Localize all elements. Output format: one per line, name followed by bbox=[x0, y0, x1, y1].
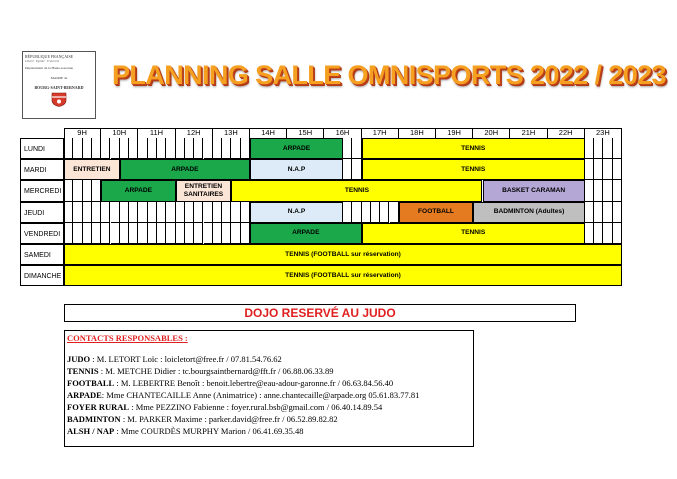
hour-label: 16H bbox=[324, 128, 361, 138]
contact-details: : M. LEBERTRE Benoît : benoit.lebertre@eau-adour-garonne.fr / 06.63.84.56.40 bbox=[114, 378, 394, 388]
time-slot-cell bbox=[138, 202, 147, 223]
contact-label: FOOTBALL bbox=[67, 378, 115, 388]
contact-label: TENNIS bbox=[67, 366, 99, 376]
time-slot-cell bbox=[157, 138, 166, 159]
day-label: JEUDI bbox=[20, 202, 64, 223]
contact-label: BADMINTON bbox=[67, 414, 121, 424]
hour-label: 9H bbox=[64, 128, 101, 138]
time-slot-cell bbox=[185, 223, 194, 244]
time-slot-cell bbox=[83, 180, 92, 201]
hour-label: 23H bbox=[585, 128, 622, 138]
time-slot-cell bbox=[138, 138, 147, 159]
time-slot-cell bbox=[176, 202, 185, 223]
time-slot-cell bbox=[185, 138, 194, 159]
time-slot-cell bbox=[380, 202, 389, 223]
hour-label: 17H bbox=[362, 128, 399, 138]
activity-block: TENNIS bbox=[362, 138, 585, 159]
time-slot-cell bbox=[343, 202, 352, 223]
page-title: PLANNING SALLE OMNISPORTS 2022 / 2023 bbox=[112, 60, 666, 90]
logo-mairie-text: MAIRIE de bbox=[50, 76, 68, 80]
contact-details: : Mme PEZZINO Fabienne : foyer.rural.bsb@gmail.com / 06.40.14.89.54 bbox=[129, 402, 383, 412]
time-slot-cell bbox=[343, 138, 352, 159]
activity-block: ARPADE bbox=[101, 180, 175, 201]
hour-label: 19H bbox=[436, 128, 473, 138]
time-slot-cell bbox=[148, 223, 157, 244]
time-slot-cell bbox=[603, 138, 612, 159]
time-slot-cell bbox=[64, 138, 73, 159]
contacts-heading: CONTACTS RESPONSABLES : bbox=[67, 333, 188, 343]
time-slot-cell bbox=[594, 223, 603, 244]
time-slot-cell bbox=[194, 223, 203, 244]
contact-details: : M. LETORT Loïc : loicletort@free.fr / 07.81.54.76.62 bbox=[90, 354, 282, 364]
time-slot-cell bbox=[603, 202, 612, 223]
logo-motto-text: Liberté · Égalité · Fraternité bbox=[25, 59, 60, 63]
time-slot-cell bbox=[585, 202, 594, 223]
time-slot-cell bbox=[241, 223, 250, 244]
time-slot-cell bbox=[204, 223, 213, 244]
day-label: VENDREDI bbox=[20, 223, 64, 244]
time-slot-cell bbox=[92, 180, 101, 201]
time-slot-cell bbox=[594, 180, 603, 201]
contact-details: : M. PARKER Maxime : parker.david@free.fr / 06.52.89.82.82 bbox=[120, 414, 338, 424]
time-slot-cell bbox=[204, 202, 213, 223]
time-slot-cell bbox=[73, 202, 82, 223]
contact-details: : Mme COURDÈS MURPHY Marion / 06.41.69.35.48 bbox=[114, 426, 304, 436]
contacts-box bbox=[64, 330, 474, 447]
time-slot-cell bbox=[241, 202, 250, 223]
time-slot-cell bbox=[129, 202, 138, 223]
hour-label: 11H bbox=[138, 128, 175, 138]
dojo-notice: DOJO RESERVÉ AU JUDO bbox=[64, 304, 576, 322]
time-slot-cell bbox=[231, 223, 240, 244]
time-slot-cell bbox=[120, 138, 129, 159]
time-slot-cell bbox=[101, 223, 110, 244]
time-slot-cell bbox=[101, 202, 110, 223]
time-slot-cell bbox=[176, 138, 185, 159]
time-slot-cell bbox=[603, 223, 612, 244]
contact-label: FOYER RURAL bbox=[67, 402, 130, 412]
time-slot-cell bbox=[352, 202, 361, 223]
time-slot-cell bbox=[613, 202, 622, 223]
time-slot-cell bbox=[176, 223, 185, 244]
time-slot-cell bbox=[352, 159, 361, 180]
hour-label: 10H bbox=[101, 128, 138, 138]
time-slot-cell bbox=[101, 138, 110, 159]
activity-block: ARPADE bbox=[250, 223, 362, 244]
time-slot-cell bbox=[222, 202, 231, 223]
time-slot-cell bbox=[92, 223, 101, 244]
time-slot-cell bbox=[352, 138, 361, 159]
activity-block: ENTRETIEN bbox=[64, 159, 120, 180]
time-slot-cell bbox=[73, 223, 82, 244]
activity-block: TENNIS bbox=[362, 223, 585, 244]
time-slot-cell bbox=[585, 223, 594, 244]
time-slot-cell bbox=[73, 138, 82, 159]
time-slot-cell bbox=[613, 180, 622, 201]
contact-label: JUDO bbox=[67, 354, 91, 364]
hour-label: 21H bbox=[510, 128, 547, 138]
time-slot-cell bbox=[129, 138, 138, 159]
contact-label: ARPADE bbox=[67, 390, 102, 400]
hour-label: 20H bbox=[473, 128, 510, 138]
time-slot-cell bbox=[231, 202, 240, 223]
time-slot-cell bbox=[83, 202, 92, 223]
hour-label: 18H bbox=[399, 128, 436, 138]
time-slot-cell bbox=[148, 202, 157, 223]
day-label: MERCREDI bbox=[20, 180, 64, 201]
contact-alsh-nap bbox=[67, 426, 304, 436]
time-slot-cell bbox=[222, 138, 231, 159]
time-slot-cell bbox=[120, 202, 129, 223]
activity-block: TENNIS bbox=[231, 180, 482, 201]
time-slot-cell bbox=[64, 223, 73, 244]
time-slot-cell bbox=[603, 159, 612, 180]
time-slot-cell bbox=[111, 202, 120, 223]
activity-block: N.A.P bbox=[250, 202, 343, 223]
time-slot-cell bbox=[83, 138, 92, 159]
time-slot-cell bbox=[594, 159, 603, 180]
hour-label: 22H bbox=[548, 128, 585, 138]
time-slot-cell bbox=[64, 202, 73, 223]
time-slot-cell bbox=[594, 202, 603, 223]
time-slot-cell bbox=[111, 223, 120, 244]
activity-block: ARPADE bbox=[250, 138, 343, 159]
activity-block: TENNIS (FOOTBALL sur réservation) bbox=[64, 265, 622, 286]
activity-block: BASKET CARAMAN bbox=[483, 180, 585, 201]
contact-badminton bbox=[67, 414, 338, 424]
time-slot-cell bbox=[343, 159, 352, 180]
time-slot-cell bbox=[92, 138, 101, 159]
time-slot-cell bbox=[390, 202, 399, 223]
time-slot-cell bbox=[213, 223, 222, 244]
contact-tennis bbox=[67, 366, 334, 376]
time-slot-cell bbox=[194, 202, 203, 223]
hour-label: 15H bbox=[287, 128, 324, 138]
time-slot-cell bbox=[594, 138, 603, 159]
time-slot-cell bbox=[83, 223, 92, 244]
day-label: DIMANCHE bbox=[20, 265, 64, 286]
time-slot-cell bbox=[148, 138, 157, 159]
logo-town-text: BOURG-SAINT-BERNARD bbox=[34, 85, 84, 90]
time-slot-cell bbox=[222, 223, 231, 244]
time-slot-cell bbox=[213, 202, 222, 223]
time-slot-cell bbox=[111, 138, 120, 159]
time-slot-cell bbox=[213, 138, 222, 159]
time-slot-cell bbox=[73, 180, 82, 201]
time-slot-cell bbox=[166, 223, 175, 244]
contact-details: : M. METCHE Didier : tc.bourgsaintbernard@fft.fr / 06.88.06.33.89 bbox=[98, 366, 334, 376]
activity-block: ENTRETIEN SANITAIRES bbox=[176, 180, 232, 201]
day-label: MARDI bbox=[20, 159, 64, 180]
time-slot-cell bbox=[613, 159, 622, 180]
activity-block: TENNIS (FOOTBALL sur réservation) bbox=[64, 244, 622, 265]
time-slot-cell bbox=[371, 202, 380, 223]
time-slot-cell bbox=[585, 138, 594, 159]
contact-football bbox=[67, 378, 393, 388]
contact-arpade bbox=[67, 390, 419, 400]
activity-block: FOOTBALL bbox=[399, 202, 473, 223]
time-slot-cell bbox=[157, 202, 166, 223]
time-slot-cell bbox=[613, 138, 622, 159]
activity-block: ARPADE bbox=[120, 159, 250, 180]
contact-label: ALSH / NAP bbox=[67, 426, 115, 436]
time-slot-cell bbox=[166, 202, 175, 223]
hour-label: 14H bbox=[250, 128, 287, 138]
logo-republic-text: RÉPUBLIQUE FRANÇAISE bbox=[25, 54, 74, 59]
hour-label: 13H bbox=[213, 128, 250, 138]
time-slot-cell bbox=[231, 138, 240, 159]
time-slot-cell bbox=[92, 202, 101, 223]
hour-label: 12H bbox=[176, 128, 213, 138]
header-frame bbox=[64, 128, 622, 138]
time-slot-cell bbox=[204, 138, 213, 159]
time-slot-cell bbox=[138, 223, 147, 244]
contact-judo bbox=[67, 354, 282, 364]
time-slot-cell bbox=[585, 159, 594, 180]
time-slot-cell bbox=[603, 180, 612, 201]
contact-details: : Mme CHANTECAILLE Anne (Animatrice) : anne.chantecaille@arpade.org 05.61.83.77.81 bbox=[101, 390, 420, 400]
activity-block: TENNIS bbox=[362, 159, 585, 180]
time-slot-cell bbox=[585, 180, 594, 201]
time-slot-cell bbox=[194, 138, 203, 159]
time-slot-cell bbox=[120, 223, 129, 244]
time-slot-cell bbox=[613, 223, 622, 244]
contact-foyer-rural bbox=[67, 402, 382, 412]
time-slot-cell bbox=[64, 180, 73, 201]
time-slot-cell bbox=[166, 138, 175, 159]
activity-block: N.A.P bbox=[250, 159, 343, 180]
day-label: LUNDI bbox=[20, 138, 64, 159]
time-slot-cell bbox=[241, 138, 250, 159]
activity-block: BADMINTON (Adultes) bbox=[473, 202, 585, 223]
time-slot-cell bbox=[157, 223, 166, 244]
time-slot-cell bbox=[129, 223, 138, 244]
time-slot-cell bbox=[185, 202, 194, 223]
time-slot-cell bbox=[362, 202, 371, 223]
logo-department-text: Département de la Haute-Garonne bbox=[25, 66, 74, 70]
day-label: SAMEDI bbox=[20, 244, 64, 265]
